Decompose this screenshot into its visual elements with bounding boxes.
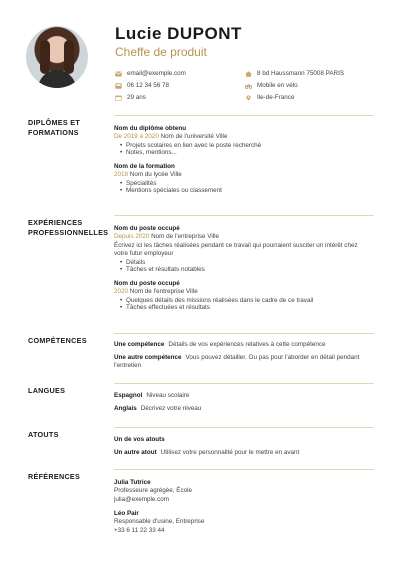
candidate-name: Lucie DUPONT <box>115 24 242 43</box>
section-atouts <box>28 430 374 464</box>
bicycle-icon <box>245 83 252 89</box>
contact-address: 8 bd Haussmann 75008 PARIS <box>245 70 344 77</box>
experiences-list <box>114 224 374 312</box>
list-item: Anglais Décrivez votre niveau <box>114 404 202 412</box>
section-competences <box>28 336 374 378</box>
list-item: Julia Tutrice Professeure agrégée, École julia@exemple.com <box>114 478 374 504</box>
reference-phone[interactable]: +33 6 11 22 33 44 <box>114 526 165 534</box>
section-divider <box>114 333 374 334</box>
envelope-icon <box>115 71 122 77</box>
contact-age: 29 ans <box>115 94 146 101</box>
reference-email[interactable]: julia@exemple.com <box>114 495 170 503</box>
resume-header <box>0 0 400 110</box>
section-references <box>28 472 374 542</box>
list-item: Nom de la formation 2018 Nom du lycée Ville • Spécialités • Mentions spéciales ou classement <box>114 162 374 195</box>
list-item: Nom du poste occupé 2020 Nom de l'entreprise Ville • Quelques détails des missions réalisées dans le cadre de ce travail • Tâches effectuées et résultats <box>114 279 374 312</box>
list-item: Une compétence Détails de vos expériences relatives à cette compétence <box>114 341 326 348</box>
atouts-list <box>114 436 374 457</box>
section-divider <box>114 469 374 470</box>
section-divider <box>114 427 374 428</box>
section-divider <box>114 383 374 384</box>
diplomes-list <box>114 124 374 195</box>
list-item: Léo Pair Responsable d'usine, Entreprise +33 6 11 22 33 44 <box>114 509 374 535</box>
section-title: DIPLÔMES ET FORMATIONS <box>28 118 81 137</box>
job-title: Cheffe de produit <box>115 45 207 59</box>
list-item: Un autre atout Utilisez votre personnalité pour le mettre en avant <box>114 448 300 456</box>
competences-list: Une compétence Détails de vos expériences relatives à cette compétence Une autre compétence Vous pouvez détailler. Ou pas pour l'aborder en détail pendant l'entretien <box>114 341 374 371</box>
section-langues <box>28 386 374 420</box>
section-title: ATOUTS <box>28 430 59 439</box>
section-title: RÉFÉRENCES <box>28 472 81 481</box>
section-title: EXPÉRIENCES PROFESSIONNELLES <box>28 218 109 237</box>
contact-phone[interactable]: 06 12 34 56 78 <box>115 82 169 89</box>
section-title: LANGUES <box>28 386 66 395</box>
langues-list <box>114 392 374 413</box>
section-divider <box>114 115 374 116</box>
list-item: Un de vos atouts <box>114 436 165 443</box>
section-title: COMPÉTENCES <box>28 336 87 345</box>
location-icon <box>245 95 252 101</box>
calendar-icon <box>115 95 122 101</box>
list-item: Espagnol Niveau scolaire <box>114 392 190 399</box>
references-list <box>114 478 374 535</box>
section-divider <box>114 215 374 216</box>
phone-icon <box>115 83 122 89</box>
profile-photo <box>26 26 88 88</box>
list-item: Nom du diplôme obtenu De 2019 à 2020 Nom de l'université Ville • Projets scolaires en lien avec le poste recherché • Notes, mentions... <box>114 124 374 157</box>
list-item: Nom du poste occupé Depuis 2020 Nom de l'entreprise Ville Écrivez ici les tâches réalisées pendant ce travail qui pourraient susciter un intérêt chez votre futur employeur • Détails • Tâches et résultats notables <box>114 224 374 274</box>
list-item: Une autre compétence Vous pouvez détailler. Ou pas pour l'aborder en détail pendant <box>114 353 360 361</box>
section-diplomes <box>28 118 374 200</box>
contact-email[interactable]: email@exemple.com <box>115 70 186 77</box>
section-experiences <box>28 218 374 328</box>
contact-mobility: Mobile en vélo <box>245 82 298 89</box>
contact-region: Ile-de-France <box>245 94 294 101</box>
house-icon <box>245 71 252 77</box>
